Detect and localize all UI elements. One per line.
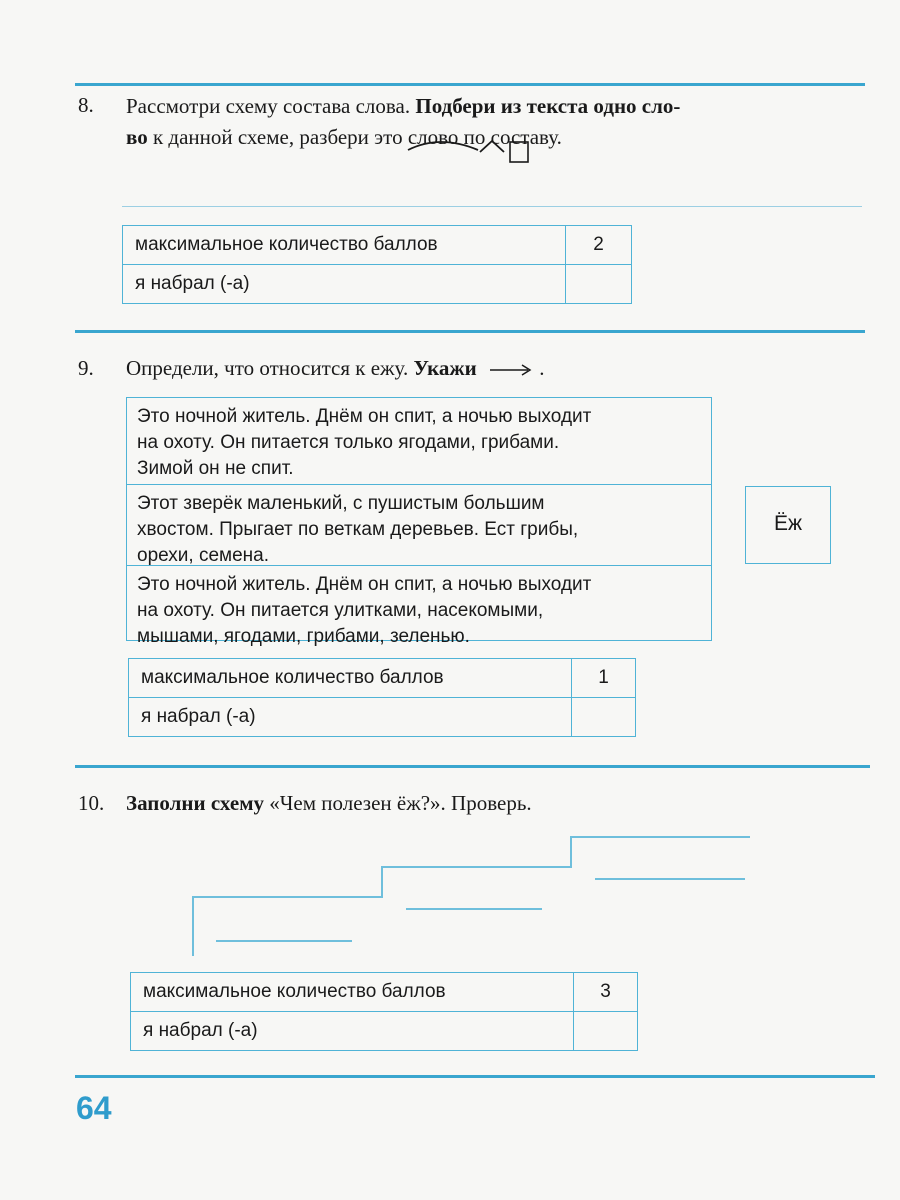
max-score-value: 2 <box>566 226 632 265</box>
footer-divider <box>75 1075 875 1078</box>
max-score-value: 3 <box>574 973 638 1012</box>
earned-score-value[interactable] <box>572 698 636 737</box>
section-divider <box>75 330 865 333</box>
earned-score-label: я набрал (-а) <box>123 265 566 304</box>
page-number: 64 <box>76 1090 112 1126</box>
earned-score-value[interactable] <box>566 265 632 304</box>
scheme-connector <box>570 836 572 868</box>
task-10-number: 10. <box>78 791 105 815</box>
max-score-label: максимальное количество баллов <box>123 226 566 265</box>
task-10-score-table <box>130 972 638 1051</box>
task-10-instruction: Заполни схему «Чем полезен ёж?». Проверь. <box>126 791 532 815</box>
ending-box-icon <box>510 142 528 162</box>
earned-score-label: я набрал (-а) <box>131 1012 574 1051</box>
animal-description-card-3[interactable]: Это ночной житель. Днём он спит, а ночью выходит на охоту. Он питается улитками, насекомыми, мышами, ягодами, грибами, зеленью. <box>126 565 712 641</box>
animal-description-card-2[interactable]: Этот зверёк маленький, с пушистым большим хвостом. Прыгает по веткам деревьев. Ест грибы, орехи, семена. <box>126 484 712 566</box>
scheme-connector <box>192 896 382 898</box>
task-8-number: 8. <box>78 93 94 117</box>
scheme-connector <box>570 836 750 838</box>
section-divider <box>75 83 865 86</box>
task-8-score-table <box>122 225 632 304</box>
section-divider <box>75 765 870 768</box>
scheme-connector <box>381 866 383 898</box>
earned-score-label: я набрал (-а) <box>129 698 572 737</box>
max-score-value: 1 <box>572 659 636 698</box>
arrow-right-icon <box>488 363 534 377</box>
scheme-answer-line-3[interactable] <box>595 878 745 880</box>
max-score-label: максимальное количество баллов <box>129 659 572 698</box>
max-score-label: максимальное количество баллов <box>131 973 574 1012</box>
scheme-connector <box>192 896 194 956</box>
word-structure-scheme <box>400 136 540 176</box>
root-arc-icon <box>408 142 478 150</box>
scheme-answer-line-2[interactable] <box>406 908 542 910</box>
scheme-answer-line-1[interactable] <box>216 940 352 942</box>
animal-description-card-1[interactable]: Это ночной житель. Днём он спит, а ночью выходит на охоту. Он питается только ягодами, грибами. Зимой он не спит. <box>126 397 712 485</box>
scheme-connector <box>381 866 571 868</box>
answer-line[interactable] <box>122 206 862 207</box>
target-box-hedgehog[interactable]: Ёж <box>745 486 831 564</box>
task-9-instruction: Определи, что относится к ежу. Укажи . <box>126 356 545 380</box>
task-9-number: 9. <box>78 356 94 380</box>
task-8-instruction: Рассмотри схему состава слова. Подбери из текста одно сло- во к данной схеме, разбери это слово по составу. <box>126 94 681 149</box>
task-9-score-table <box>128 658 636 737</box>
earned-score-value[interactable] <box>574 1012 638 1051</box>
suffix-caret-icon <box>480 141 504 152</box>
